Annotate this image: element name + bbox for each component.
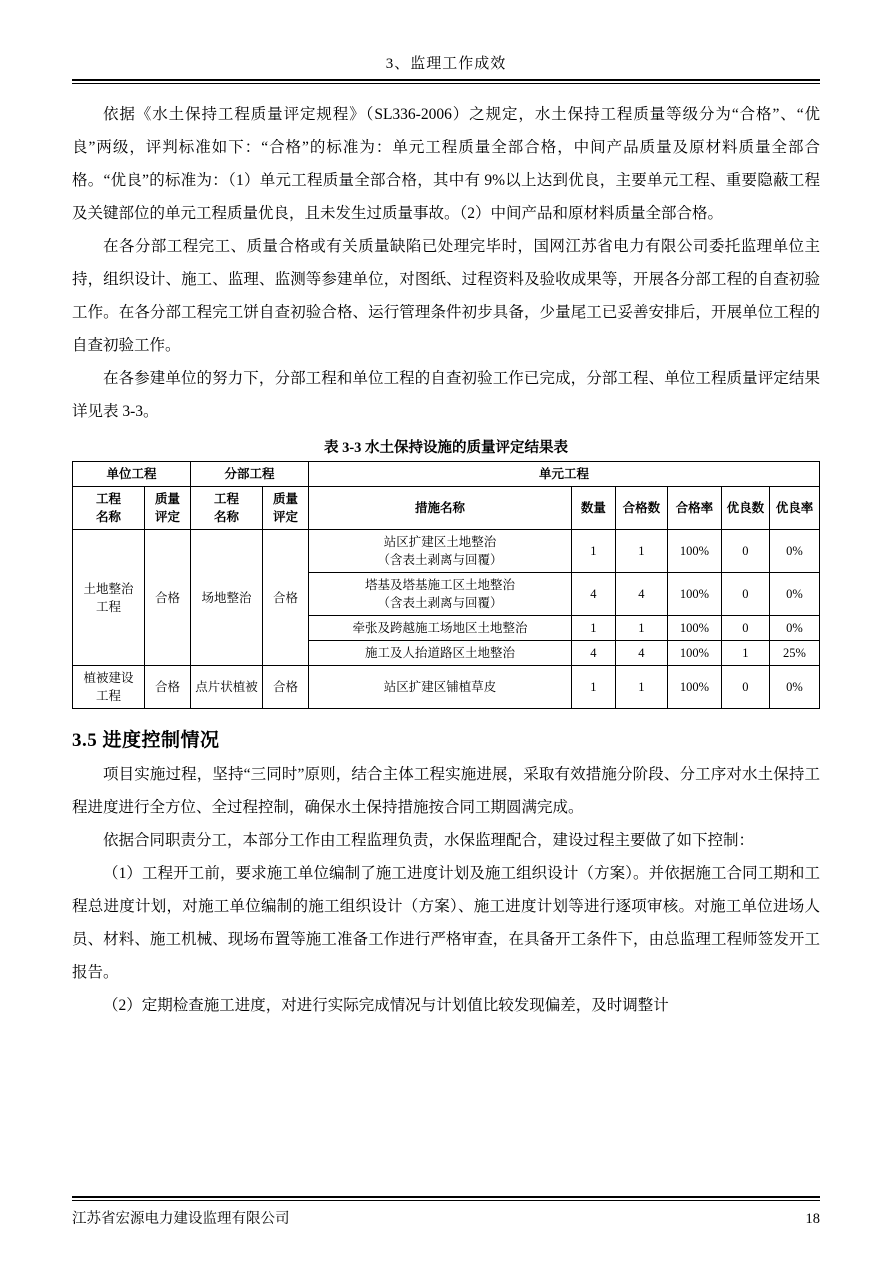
cell-unit-quality: 合格	[145, 530, 191, 666]
page-footer	[72, 1196, 820, 1228]
page-header: 3、监理工作成效	[385, 56, 507, 72]
section-heading: 3.5 进度控制情况	[72, 730, 220, 751]
cell-pass-rate: 100%	[667, 666, 721, 709]
cell-excellent-count: 0	[721, 573, 769, 616]
cell-count: 1	[571, 530, 615, 573]
header-divider	[72, 79, 820, 84]
cell-measure: 施工及人抬道路区土地整治	[309, 641, 572, 666]
cell-pass-count: 1	[615, 616, 667, 641]
col-header-sub-name: 工程 名称	[191, 487, 263, 530]
table-row	[73, 666, 820, 709]
cell-pass-count: 4	[615, 641, 667, 666]
cell-excellent-rate: 25%	[769, 641, 819, 666]
col-header-unit-name: 工程 名称	[73, 487, 145, 530]
cell-sub-quality: 合格	[263, 530, 309, 666]
col-header-excellent-rate: 优良率	[769, 487, 819, 530]
section-paragraph-4: （2）定期检查施工进度，对进行实际完成情况与计划值比较发现偏差，及时调整计	[103, 997, 669, 1014]
paragraph-2: 在各分部工程完工、质量合格或有关质量缺陷已处理完毕时，国网江苏省电力有限公司委托监理单位主持，组织设计、施工、监理、监测等参建单位，对图纸、过程资料及验收成果等，开展各分部工程的自查初验工作。在各分部工程完工饼自查初验合格、运行管理条件初步具备，少量尾工已妥善安排后，开展单位工程的自查初验工作。	[72, 238, 820, 354]
cell-count: 1	[571, 666, 615, 709]
col-header-sub-quality: 质量 评定	[263, 487, 309, 530]
cell-excellent-count: 0	[721, 616, 769, 641]
cell-unit-name: 土地整治 工程	[73, 530, 145, 666]
section-paragraph-2: 依据合同职责分工，本部分工作由工程监理负责，水保监理配合，建设过程主要做了如下控制：	[103, 832, 755, 849]
cell-measure: 塔基及塔基施工区土地整治 （含表土剥离与回覆）	[309, 573, 572, 616]
cell-excellent-rate: 0%	[769, 530, 819, 573]
cell-pass-count: 4	[615, 573, 667, 616]
cell-excellent-count: 0	[721, 530, 769, 573]
footer-row	[72, 1207, 820, 1228]
cell-pass-rate: 100%	[667, 573, 721, 616]
section-paragraph-3: （1）工程开工前，要求施工单位编制了施工进度计划及施工组织设计（方案）。并依据施工合同工期和工程总进度计划，对施工单位编制的施工组织设计（方案）、施工进度计划等进行逐项审核。对施工单位进场人员、材料、施工机械、现场布置等施工准备工作进行严格审查，在具备开工条件下，由总监理工程师签发开工报告。	[72, 865, 820, 981]
cell-pass-count: 1	[615, 666, 667, 709]
quality-evaluation-table	[72, 461, 820, 709]
cell-sub-name: 场地整治	[191, 530, 263, 666]
paragraph-1: 依据《水土保持工程质量评定规程》（SL336-2006）之规定，水土保持工程质量等级分为“合格”、“优良”两级，评判标准如下：“合格”的标准为：单元工程质量全部合格，中间产品质量及原材料质量全部合格。“优良”的标准为：（1）单元工程质量全部合格，其中有 9%以上达到优良，主要单元工程、重要隐蔽工程及关键部位的单元工程质量优良，且未发生过质量事故。（2）中间产品和原材料质量全部合格。	[72, 106, 820, 222]
col-header-count: 数量	[571, 487, 615, 530]
cell-excellent-rate: 0%	[769, 573, 819, 616]
group-header-element-project: 单元工程	[309, 462, 820, 487]
table-row	[73, 530, 820, 573]
cell-unit-quality: 合格	[145, 666, 191, 709]
footer-company: 江苏省宏源电力建设监理有限公司	[72, 1211, 290, 1227]
cell-pass-rate: 100%	[667, 641, 721, 666]
table-column-header-row	[73, 487, 820, 530]
cell-pass-rate: 100%	[667, 530, 721, 573]
cell-count: 1	[571, 616, 615, 641]
cell-excellent-count: 1	[721, 641, 769, 666]
cell-excellent-count: 0	[721, 666, 769, 709]
col-header-pass-rate: 合格率	[667, 487, 721, 530]
cell-unit-name: 植被建设 工程	[73, 666, 145, 709]
group-header-sub-project: 分部工程	[191, 462, 309, 487]
cell-sub-name: 点片状植被	[191, 666, 263, 709]
table-caption: 表 3-3 水土保持设施的质量评定结果表	[323, 440, 569, 456]
table-group-header-row	[73, 462, 820, 487]
cell-excellent-rate: 0%	[769, 666, 819, 709]
col-header-measure: 措施名称	[309, 487, 572, 530]
cell-measure: 站区扩建区土地整治 （含表土剥离与回覆）	[309, 530, 572, 573]
paragraph-3: 在各参建单位的努力下，分部工程和单位工程的自查初验工作已完成，分部工程、单位工程质量评定结果详见表 3-3。	[72, 370, 820, 420]
col-header-unit-quality: 质量 评定	[145, 487, 191, 530]
cell-pass-count: 1	[615, 530, 667, 573]
group-header-unit-project: 单位工程	[73, 462, 191, 487]
cell-measure: 牵张及跨越施工场地区土地整治	[309, 616, 572, 641]
cell-count: 4	[571, 641, 615, 666]
col-header-pass-count: 合格数	[615, 487, 667, 530]
section-paragraph-1: 项目实施过程，坚持“三同时”原则，结合主体工程实施进展，采取有效措施分阶段、分工序对水土保持工程进度进行全方位、全过程控制，确保水土保持措施按合同工期圆满完成。	[72, 766, 820, 816]
cell-count: 4	[571, 573, 615, 616]
cell-pass-rate: 100%	[667, 616, 721, 641]
cell-excellent-rate: 0%	[769, 616, 819, 641]
cell-measure: 站区扩建区铺植草皮	[309, 666, 572, 709]
footer-divider	[72, 1196, 820, 1201]
cell-sub-quality: 合格	[263, 666, 309, 709]
footer-page-number: 18	[805, 1211, 820, 1227]
col-header-excellent-count: 优良数	[721, 487, 769, 530]
